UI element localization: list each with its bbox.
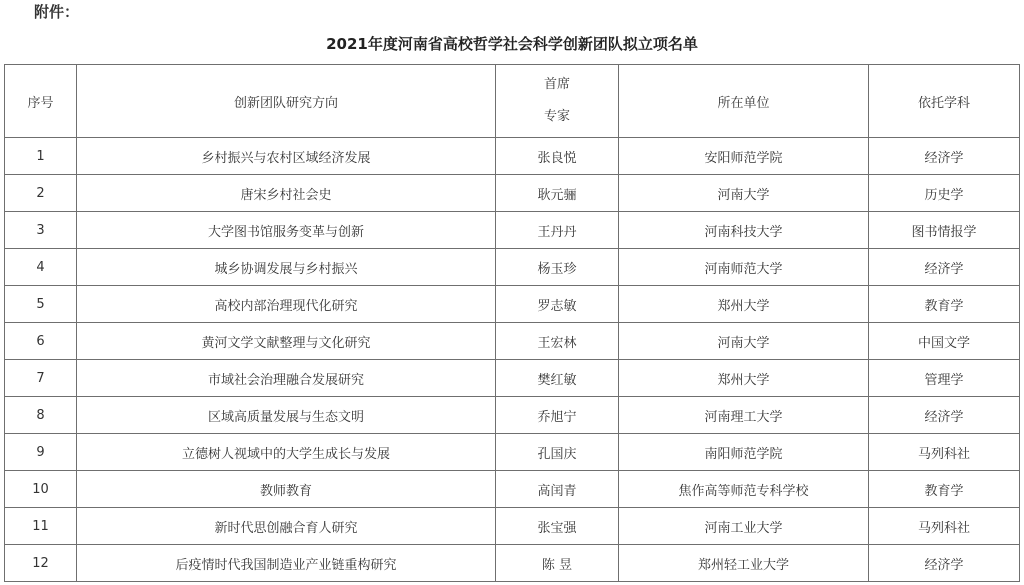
cell-direction: 乡村振兴与农村区域经济发展: [77, 138, 496, 175]
cell-subject: 经济学: [869, 138, 1020, 175]
cell-index: 7: [5, 360, 77, 397]
cell-direction: 黄河文学文献整理与文化研究: [77, 323, 496, 360]
cell-expert: 王丹丹: [496, 212, 619, 249]
cell-expert: 张宝强: [496, 508, 619, 545]
cell-direction: 新时代思创融合育人研究: [77, 508, 496, 545]
cell-index: 4: [5, 249, 77, 286]
cell-expert: 樊红敏: [496, 360, 619, 397]
cell-direction: 立德树人视域中的大学生成长与发展: [77, 434, 496, 471]
cell-index: 9: [5, 434, 77, 471]
cell-subject: 历史学: [869, 175, 1020, 212]
table-row: [5, 138, 1020, 175]
cell-unit: 郑州大学: [619, 360, 869, 397]
cell-subject: 马列科社: [869, 434, 1020, 471]
header-index: 序号: [5, 65, 77, 138]
cell-index: 12: [5, 545, 77, 582]
cell-subject: 经济学: [869, 397, 1020, 434]
table-header-row: [5, 65, 1020, 138]
cell-expert: 杨玉珍: [496, 249, 619, 286]
cell-direction: 城乡协调发展与乡村振兴: [77, 249, 496, 286]
cell-direction: 大学图书馆服务变革与创新: [77, 212, 496, 249]
cell-unit: 南阳师范学院: [619, 434, 869, 471]
table-row: [5, 175, 1020, 212]
cell-direction: 后疫情时代我国制造业产业链重构研究: [77, 545, 496, 582]
table-row: [5, 508, 1020, 545]
cell-subject: 图书情报学: [869, 212, 1020, 249]
header-direction: 创新团队研究方向: [77, 65, 496, 138]
cell-direction: 唐宋乡村社会史: [77, 175, 496, 212]
cell-unit: 河南理工大学: [619, 397, 869, 434]
cell-index: 11: [5, 508, 77, 545]
cell-index: 8: [5, 397, 77, 434]
cell-expert: 高闰青: [496, 471, 619, 508]
header-unit: 所在单位: [619, 65, 869, 138]
cell-unit: 郑州轻工业大学: [619, 545, 869, 582]
cell-expert: 张良悦: [496, 138, 619, 175]
cell-subject: 教育学: [869, 471, 1020, 508]
document-title: 2021年度河南省高校哲学社会科学创新团队拟立项名单: [326, 35, 698, 53]
cell-expert: 陈 昱: [496, 545, 619, 582]
cell-unit: 河南大学: [619, 323, 869, 360]
cell-expert: 罗志敏: [496, 286, 619, 323]
cell-subject: 中国文学: [869, 323, 1020, 360]
table-row: [5, 212, 1020, 249]
cell-unit: 焦作高等师范专科学校: [619, 471, 869, 508]
cell-unit: 郑州大学: [619, 286, 869, 323]
cell-index: 1: [5, 138, 77, 175]
cell-unit: 河南科技大学: [619, 212, 869, 249]
table-row: [5, 286, 1020, 323]
table-row: [5, 434, 1020, 471]
cell-direction: 区域高质量发展与生态文明: [77, 397, 496, 434]
table-row: [5, 397, 1020, 434]
cell-unit: 河南师范大学: [619, 249, 869, 286]
cell-subject: 管理学: [869, 360, 1020, 397]
cell-subject: 经济学: [869, 249, 1020, 286]
cell-expert: 王宏林: [496, 323, 619, 360]
project-list-table: [4, 64, 1020, 582]
cell-index: 6: [5, 323, 77, 360]
header-expert-line1: 首席: [543, 77, 570, 92]
cell-unit: 河南大学: [619, 175, 869, 212]
header-subject: 依托学科: [869, 65, 1020, 138]
table-row: [5, 471, 1020, 508]
cell-expert: 孔国庆: [496, 434, 619, 471]
cell-direction: 教师教育: [77, 471, 496, 508]
table-row: [5, 360, 1020, 397]
cell-direction: 高校内部治理现代化研究: [77, 286, 496, 323]
header-expert: [496, 65, 619, 138]
cell-index: 10: [5, 471, 77, 508]
cell-subject: 教育学: [869, 286, 1020, 323]
table-row: [5, 323, 1020, 360]
cell-unit: 安阳师范学院: [619, 138, 869, 175]
cell-direction: 市域社会治理融合发展研究: [77, 360, 496, 397]
cell-subject: 马列科社: [869, 508, 1020, 545]
header-expert-line2: 专家: [543, 109, 570, 124]
cell-index: 3: [5, 212, 77, 249]
cell-index: 5: [5, 286, 77, 323]
cell-index: 2: [5, 175, 77, 212]
cell-expert: 乔旭宁: [496, 397, 619, 434]
attachment-label: 附件：: [34, 3, 80, 21]
table-row: [5, 545, 1020, 582]
cell-subject: 经济学: [869, 545, 1020, 582]
cell-unit: 河南工业大学: [619, 508, 869, 545]
table-row: [5, 249, 1020, 286]
cell-expert: 耿元骊: [496, 175, 619, 212]
